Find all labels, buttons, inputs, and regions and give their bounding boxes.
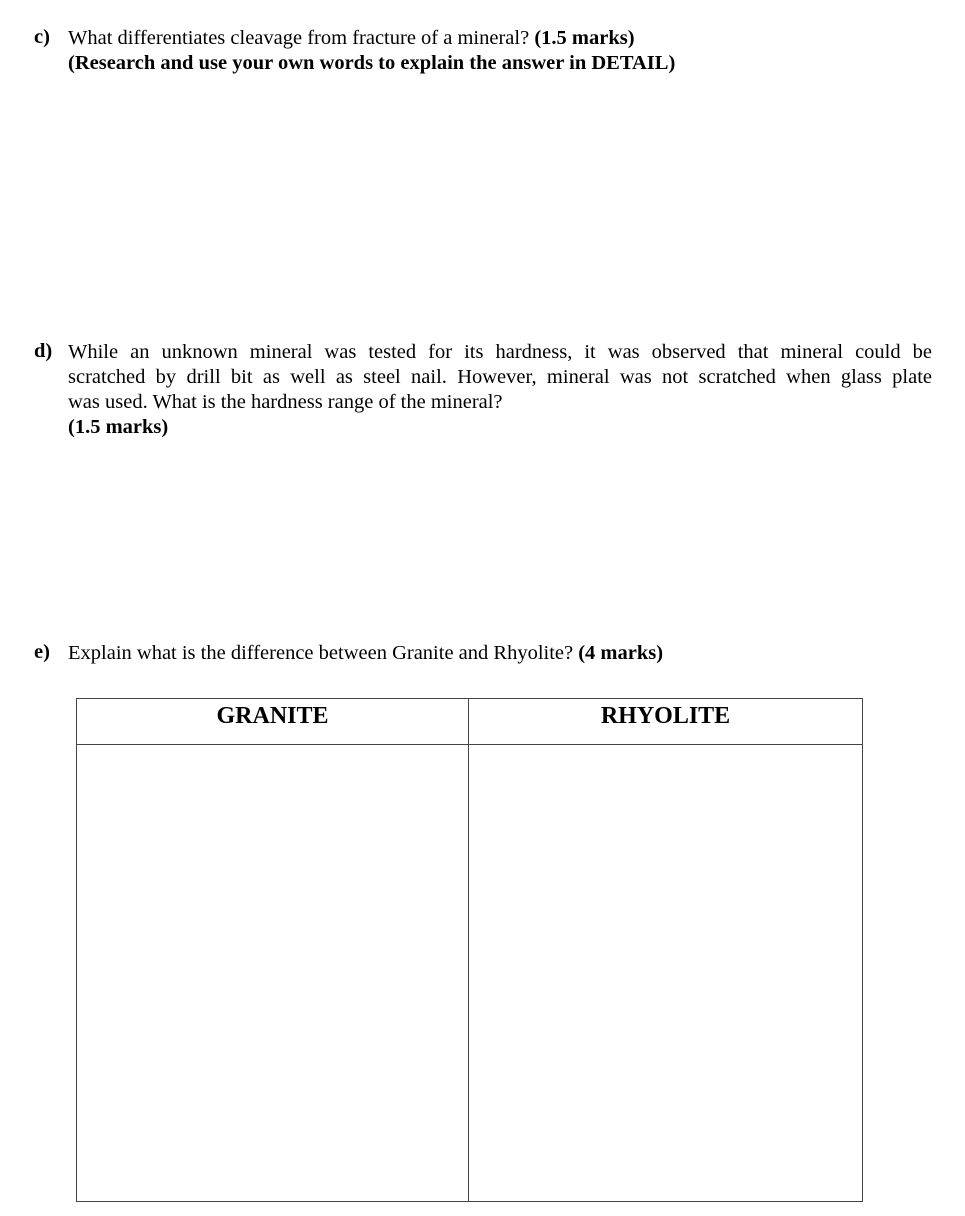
header-granite: GRANITE xyxy=(77,699,469,745)
answer-cell-rhyolite[interactable] xyxy=(469,745,863,1202)
question-c-line xyxy=(68,26,932,51)
question-c-text: What differentiates cleavage from fracture of a mineral? xyxy=(68,27,530,49)
question-e-text: Explain what is the difference between Granite and Rhyolite? xyxy=(68,642,574,664)
question-c xyxy=(34,26,932,76)
question-e-label: e) xyxy=(34,641,50,663)
question-d-line-3: was used. What is the hardness range of the mineral? xyxy=(68,391,503,413)
header-rhyolite: RHYOLITE xyxy=(469,699,863,745)
question-d xyxy=(34,340,932,440)
question-d-line-2: scratched by drill bit as well as steel nail. However, mineral was not scratched when glass plate xyxy=(68,366,932,388)
comparison-table xyxy=(76,698,863,1202)
question-d-marks: (1.5 marks) xyxy=(68,416,169,438)
question-d-label: d) xyxy=(34,340,53,362)
question-c-marks: (1.5 marks) xyxy=(534,27,635,49)
table-header-row xyxy=(77,699,863,745)
question-c-label: c) xyxy=(34,26,50,48)
question-e-marks: (4 marks) xyxy=(578,642,664,664)
question-c-instruction: (Research and use your own words to explain the answer in DETAIL) xyxy=(68,52,676,74)
question-d-line-1: While an unknown mineral was tested for its hardness, it was observed that mineral could be xyxy=(68,341,932,363)
table-answer-row xyxy=(77,745,863,1202)
question-e-line xyxy=(68,641,932,666)
question-e xyxy=(34,641,932,666)
answer-cell-granite[interactable] xyxy=(77,745,469,1202)
